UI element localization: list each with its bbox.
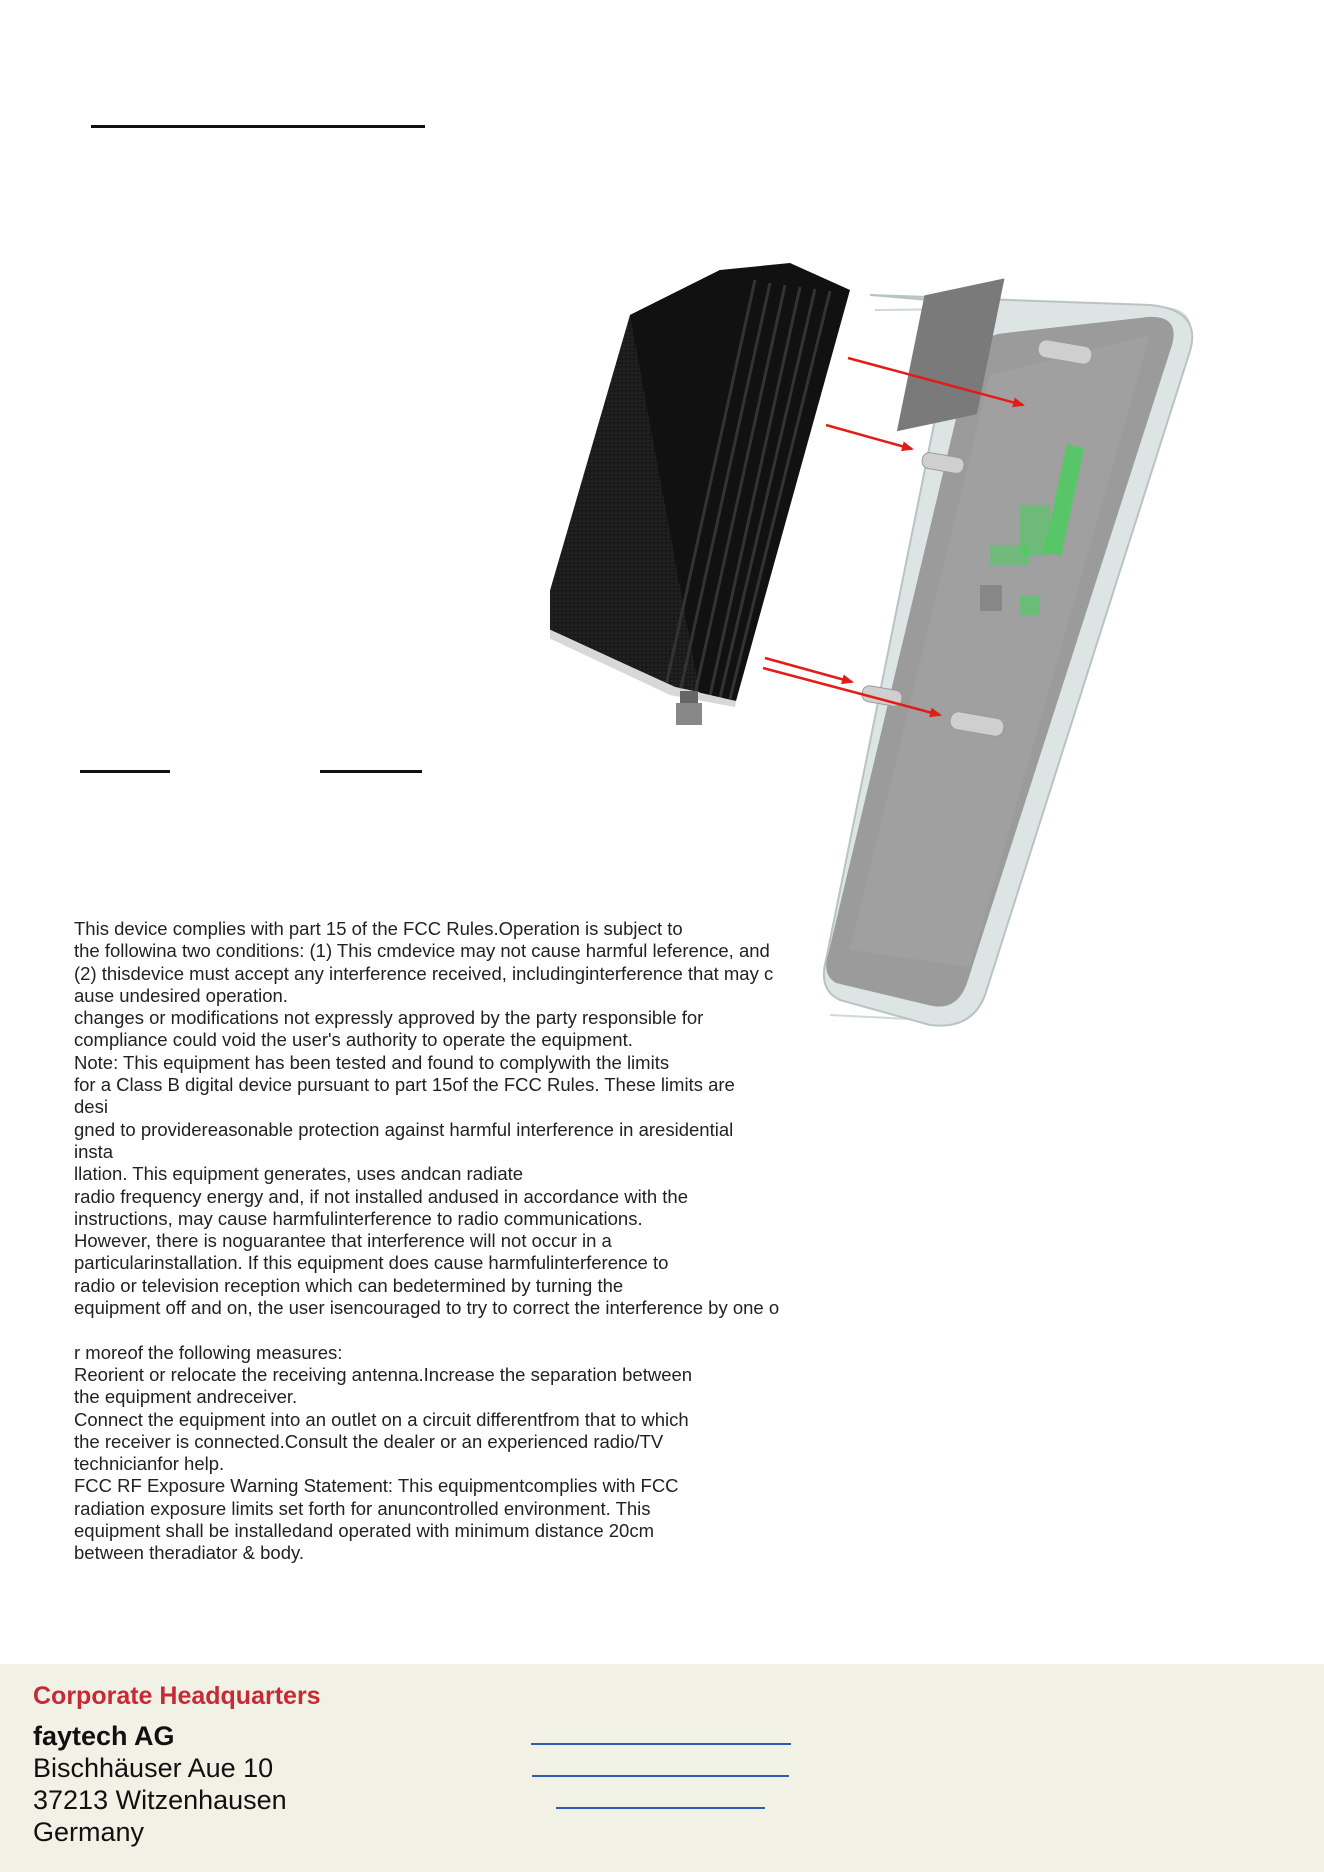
fcc-line: the followina two conditions: (1) This cmdevice may not cause harmful leference, and <box>74 940 770 962</box>
fcc-line: technicianfor help. <box>74 1453 225 1475</box>
fcc-statement <box>74 918 854 1565</box>
company-name: faytech AG <box>33 1721 175 1751</box>
subheading-underline-left <box>80 770 170 773</box>
fcc-line: FCC RF Exposure Warning Statement: This equipmentcomplies with FCC <box>74 1475 679 1497</box>
fcc-line: equipment off and on, the user isencouraged to try to correct the interference by one o <box>74 1297 780 1319</box>
fcc-line: instructions, may cause harmfulinterference to radio communications. <box>74 1207 643 1229</box>
fcc-line: desi <box>74 1096 108 1118</box>
fcc-line: r moreof the following measures: <box>74 1341 343 1363</box>
country: Germany <box>33 1817 145 1847</box>
fcc-line: Connect the equipment into an outlet on a circuit differentfrom that to which <box>74 1408 689 1430</box>
fcc-line: However, there is noguarantee that interference will not occur in a <box>74 1230 612 1252</box>
city-address: 37213 Witzenhausen <box>33 1785 287 1815</box>
fcc-line <box>74 1319 854 1341</box>
fcc-line: Reorient or relocate the receiving antenna.Increase the separation between <box>74 1363 693 1385</box>
fcc-line: llation. This equipment generates, uses andcan radiate <box>74 1163 524 1185</box>
fcc-line: insta <box>74 1140 114 1162</box>
fcc-line: changes or modifications not expressly approved by the party responsible for <box>74 1007 704 1029</box>
compute-module <box>550 263 850 725</box>
fcc-line: equipment shall be installedand operated with minimum distance 20cm <box>74 1520 654 1542</box>
contact-link-line-2[interactable] <box>532 1775 789 1777</box>
footer <box>0 1664 1324 1872</box>
fcc-line: for a Class B digital device pursuant to part 15of the FCC Rules. These limits are <box>74 1074 735 1096</box>
contact-link-line-3[interactable] <box>556 1807 765 1809</box>
fcc-line: Note: This equipment has been tested and found to complywith the limits <box>74 1051 670 1073</box>
headquarters-heading: Corporate Headquarters <box>33 1682 321 1710</box>
fcc-line: (2) thisdevice must accept any interference received, includinginterference that may c <box>74 962 774 984</box>
fcc-line: compliance could void the user's authority to operate the equipment. <box>74 1029 633 1051</box>
tablet-panel <box>824 278 1192 1025</box>
title-underline <box>91 125 425 128</box>
fcc-line: the receiver is connected.Consult the dealer or an experienced radio/TV <box>74 1430 664 1452</box>
fcc-line: ause undesired operation. <box>74 984 288 1006</box>
contact-link-line-1[interactable] <box>531 1743 791 1745</box>
fcc-line: radiation exposure limits set forth for anuncontrolled environment. This <box>74 1497 651 1519</box>
fcc-line: between theradiator & body. <box>74 1542 305 1564</box>
fcc-line: radio frequency energy and, if not installed andused in accordance with the <box>74 1185 688 1207</box>
fcc-line: the equipment andreceiver. <box>74 1386 298 1408</box>
fcc-line: particularinstallation. If this equipment does cause harmfulinterference to <box>74 1252 669 1274</box>
fcc-line: radio or television reception which can bedetermined by turning the <box>74 1274 624 1296</box>
street-address: Bischhäuser Aue 10 <box>33 1753 274 1783</box>
subheading-underline-right <box>320 770 422 773</box>
fcc-line: This device complies with part 15 of the FCC Rules.Operation is subject to <box>74 918 683 939</box>
fcc-line: gned to providereasonable protection against harmful interference in aresidential <box>74 1118 734 1140</box>
